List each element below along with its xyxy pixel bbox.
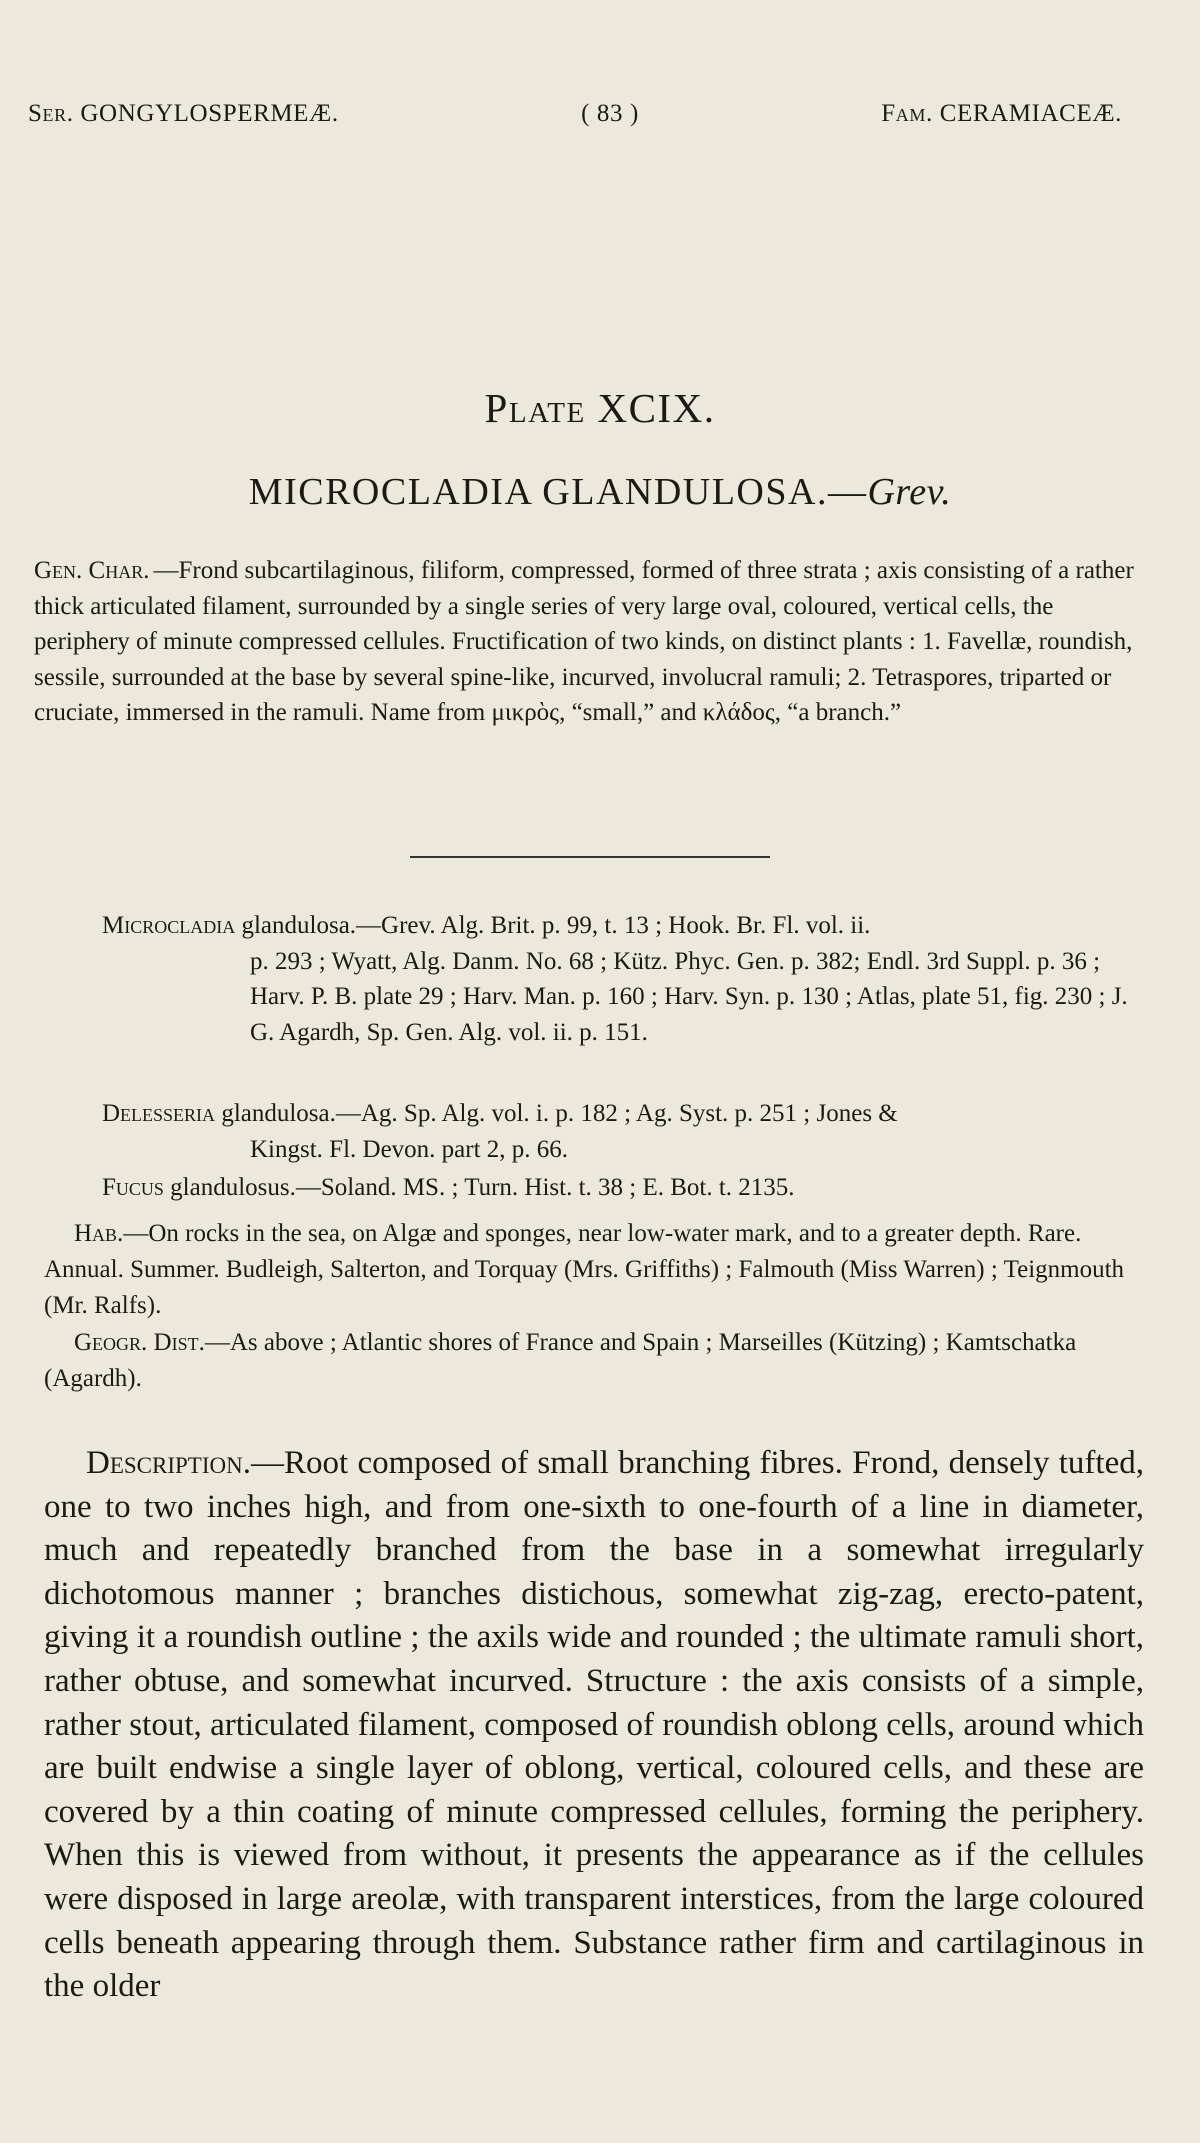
description-paragraph (44, 1442, 1144, 2009)
section-divider (410, 856, 770, 858)
distribution-label: Geogr. Dist. (74, 1329, 205, 1356)
synonym-genus: Fucus (102, 1174, 164, 1201)
synonym-text: glandulosa.—Grev. Alg. Brit. p. 99, t. 13 ; Hook. Br. Fl. vol. ii. (241, 912, 871, 939)
gen-char-label: Gen. Char. (34, 557, 150, 584)
synonym-entry (102, 908, 1142, 1050)
species-title (0, 470, 1200, 514)
description-text: —Root composed of small branching fibres. Frond, densely tufted, one to two inches high, and from one-sixth to one-fourth of a line in diameter, much and repeatedly branched from the base in a somewhat irregularly dichotomous manner ; branches distichous, somewhat zig-zag, erecto-patent, giving it a roundish outline ; the axils wide and rounded ; the ultimate ramuli short, rather obtuse, and somewhat incurved. Structure : the axis consists of a simple, rather stout, articulated filament, composed of roundish oblong cells, around which are built endwise a single layer of oblong, vertical, coloured cells, and these are covered by a thin coating of minute compressed cellules, forming the periphery. When this is viewed from without, it presents the appearance as if the cellules were disposed in large areolæ, with transparent interstices, from the large coloured cells beneath appearing through them. Substance rather firm and cartilaginous in the older (44, 1445, 1144, 2005)
habitat-paragraph (44, 1216, 1144, 1324)
synonym-continuation: p. 293 ; Wyatt, Alg. Danm. No. 68 ; Kütz. Phyc. Gen. p. 382; Endl. 3rd Suppl. p. 36 ; Harv. P. B. plate 29 ; Harv. Man. p. 160 ; Harv. Syn. p. 130 ; Atlas, plate 51, fig. 230 ; J. G. Agardh, Sp. Gen. Alg. vol. ii. p. 151. (250, 947, 1128, 1046)
synonym-text: glandulosa.—Ag. Sp. Alg. vol. i. p. 182 ; Ag. Syst. p. 251 ; Jones & (221, 1100, 898, 1127)
synonym-text: glandulosus.—Soland. MS. ; Turn. Hist. t. 38 ; E. Bot. t. 2135. (170, 1174, 795, 1201)
plate-title: Plate XCIX. (484, 385, 716, 431)
habitat-text: —On rocks in the sea, on Algæ and sponges, near low-water mark, and to a greater depth. Rare. Annual. Summer. Budleigh, Salterton, and Torquay (Mrs. Griffiths) ; Falmouth (Miss Warren) ; Teignmouth (Mr. Ralfs). (44, 1220, 1125, 1319)
header-series: Ser. GONGYLOSPERMEÆ. (28, 100, 339, 127)
species-name: MICROCLADIA GLANDULOSA.— (248, 471, 868, 513)
gen-char-text: —Frond subcartilaginous, filiform, compressed, formed of three strata ; axis consisting of a rather thick articulated filament, surrounded by a single series of very large oval, coloured, vertical cells, the periphery of minute compressed cellules. Fructification of two kinds, on distinct plants : 1. Favellæ, roundish, sessile, surrounded at the base by several spine-like, incurved, involucral ramuli; 2. Tetraspores, triparted or cruciate, immersed in the ramuli. Name from μικρὸς, “small,” and κλάδος, “a branch.” (34, 557, 1134, 726)
header-page-number: ( 83 ) (581, 100, 639, 127)
species-author: Grev. (867, 471, 952, 513)
running-header (28, 100, 1122, 128)
synonym-genus: Delesseria (102, 1100, 216, 1127)
synonym-continuation: Kingst. Fl. Devon. part 2, p. 66. (250, 1135, 569, 1163)
synonym-genus: Microcladia (102, 912, 236, 939)
header-family: Fam. CERAMIACEÆ. (881, 100, 1122, 127)
synonym-entry (102, 1096, 1142, 1167)
generic-character (34, 553, 1134, 731)
habitat-label: Hab. (74, 1220, 124, 1247)
description-label: Description. (86, 1445, 251, 1481)
distribution-text: —As above ; Atlantic shores of France and Spain ; Marseilles (Kützing) ; Kamtschatka (Agardh). (44, 1329, 1077, 1392)
synonym-entry (102, 1170, 1142, 1206)
distribution-paragraph (44, 1325, 1144, 1397)
